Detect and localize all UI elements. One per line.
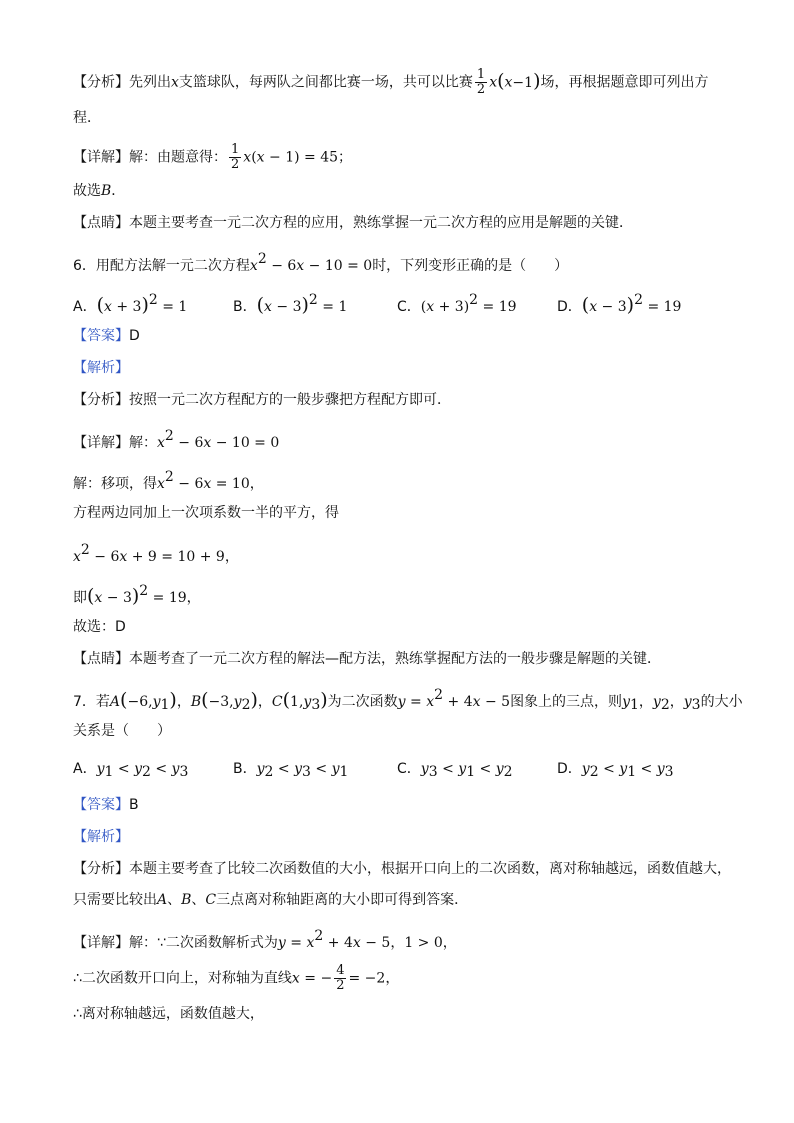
answer-tag: 【答案】 <box>73 797 129 813</box>
q6-option-b[interactable]: B．$(x - 3)^2 = 1$ <box>233 292 348 316</box>
q7-answer: 【答案】B <box>73 797 139 813</box>
q5-choose-line: 故选B． <box>73 183 126 199</box>
q6-comment: 【点睛】本题考查了一元二次方程的解法—配方法，熟练掌握配方法的一般步骤是解题的关键． <box>73 651 661 667</box>
q5-detail-line: 【详解】解：由题意得： $\frac{1}{2}$ x(x − 1) = 45； <box>73 142 353 172</box>
detail-tag: 【详解】 <box>73 149 129 166</box>
q6-step2: 方程两边同加上一次项系数一半的平方，得 <box>73 505 339 521</box>
q7-option-a[interactable]: A．$y_1 < y_2 < y_3$ <box>73 761 189 780</box>
q6-detail: 【详解】解：$x^2 - 6x - 10 = 0$ <box>73 428 280 451</box>
q6-answer: 【答案】D <box>73 328 140 344</box>
q6-jiexi-tag: 【解析】 <box>73 360 129 376</box>
q7-analysis-line1: 【分析】本题主要考查了比较二次函数值的大小，根据开口向上的二次函数，离对称轴越远，函数值越大， <box>73 861 731 877</box>
comment-tag: 【点睛】 <box>73 215 129 231</box>
q7-option-b[interactable]: B．$y_2 < y_3 < y_1$ <box>233 761 349 780</box>
q5-analysis-line1: 【分析】先列出x支篮球队，每两队之间都比赛一场，共可以比赛 $\frac{1}{2}$ x(x−1)场，再根据题意即可列出方 <box>73 67 709 97</box>
q6-step3: $x^2 - 6x + 9 = 10 + 9$， <box>73 542 239 565</box>
q7-option-d[interactable]: D．$y_2 < y_1 < y_3$ <box>557 761 674 780</box>
q5-analysis-line2: 程． <box>73 110 101 126</box>
fraction-half: $\frac{1}{2}$ <box>476 67 486 97</box>
q6-option-c[interactable]: C．$(x + 3)^2 = 19$ <box>397 292 517 315</box>
q7-detail-line2: ∴二次函数开口向上，对称轴为直线x = − $\frac{4}{2}$ = −2， <box>73 963 400 993</box>
analysis-tag: 【分析】 <box>73 74 129 91</box>
fraction-four-halves: $\frac{4}{2}$ <box>336 963 345 993</box>
q7-option-c[interactable]: C．$y_3 < y_1 < y_2$ <box>397 761 513 780</box>
q6-option-a[interactable]: A．$(x + 3)^2 = 1$ <box>73 292 188 316</box>
q6-choose: 故选：D <box>73 619 126 635</box>
q6-step4: 即$(x - 3)^2 = 19$， <box>73 583 201 607</box>
q6-analysis: 【分析】按照一元二次方程配方的一般步骤把方程配方即可． <box>73 392 451 408</box>
q7-analysis-line2: 只需要比较出A、B、C三点离对称轴距离的大小即可得到答案． <box>73 892 469 908</box>
q5-comment-line: 【点睛】本题主要考查一元二次方程的应用，熟练掌握一元二次方程的应用是解题的关键． <box>73 215 633 231</box>
fraction-half: $\frac{1}{2}$ <box>231 142 240 172</box>
q6-step1: 解：移项，得$x^2 - 6x = 10$， <box>73 469 264 492</box>
q7-stem-line2: 关系是（ ） <box>73 723 171 739</box>
q7-stem-line1: 7．若$A(-6,y_1)$，$B(-3,y_2)$，$C(1,y_3)$为二次函数$y = x^2 + 4x - 5$图象上的三点，则$y_1$，$y_2$，$y_3$的大小 <box>73 687 743 713</box>
q6-option-d[interactable]: D．$(x - 3)^2 = 19$ <box>557 292 682 316</box>
q7-jiexi-tag: 【解析】 <box>73 829 129 845</box>
q6-stem: 6．用配方法解一元二次方程$x^2 - 6x - 10 = 0$时，下列变形正确的是（ ） <box>73 251 569 274</box>
answer-tag: 【答案】 <box>73 328 129 344</box>
q7-detail-line3: ∴离对称轴越远，函数值越大， <box>73 1006 264 1022</box>
q7-detail-line1: 【详解】解：∵二次函数解析式为$y = x^2 + 4x - 5$，1 > 0， <box>73 928 457 951</box>
